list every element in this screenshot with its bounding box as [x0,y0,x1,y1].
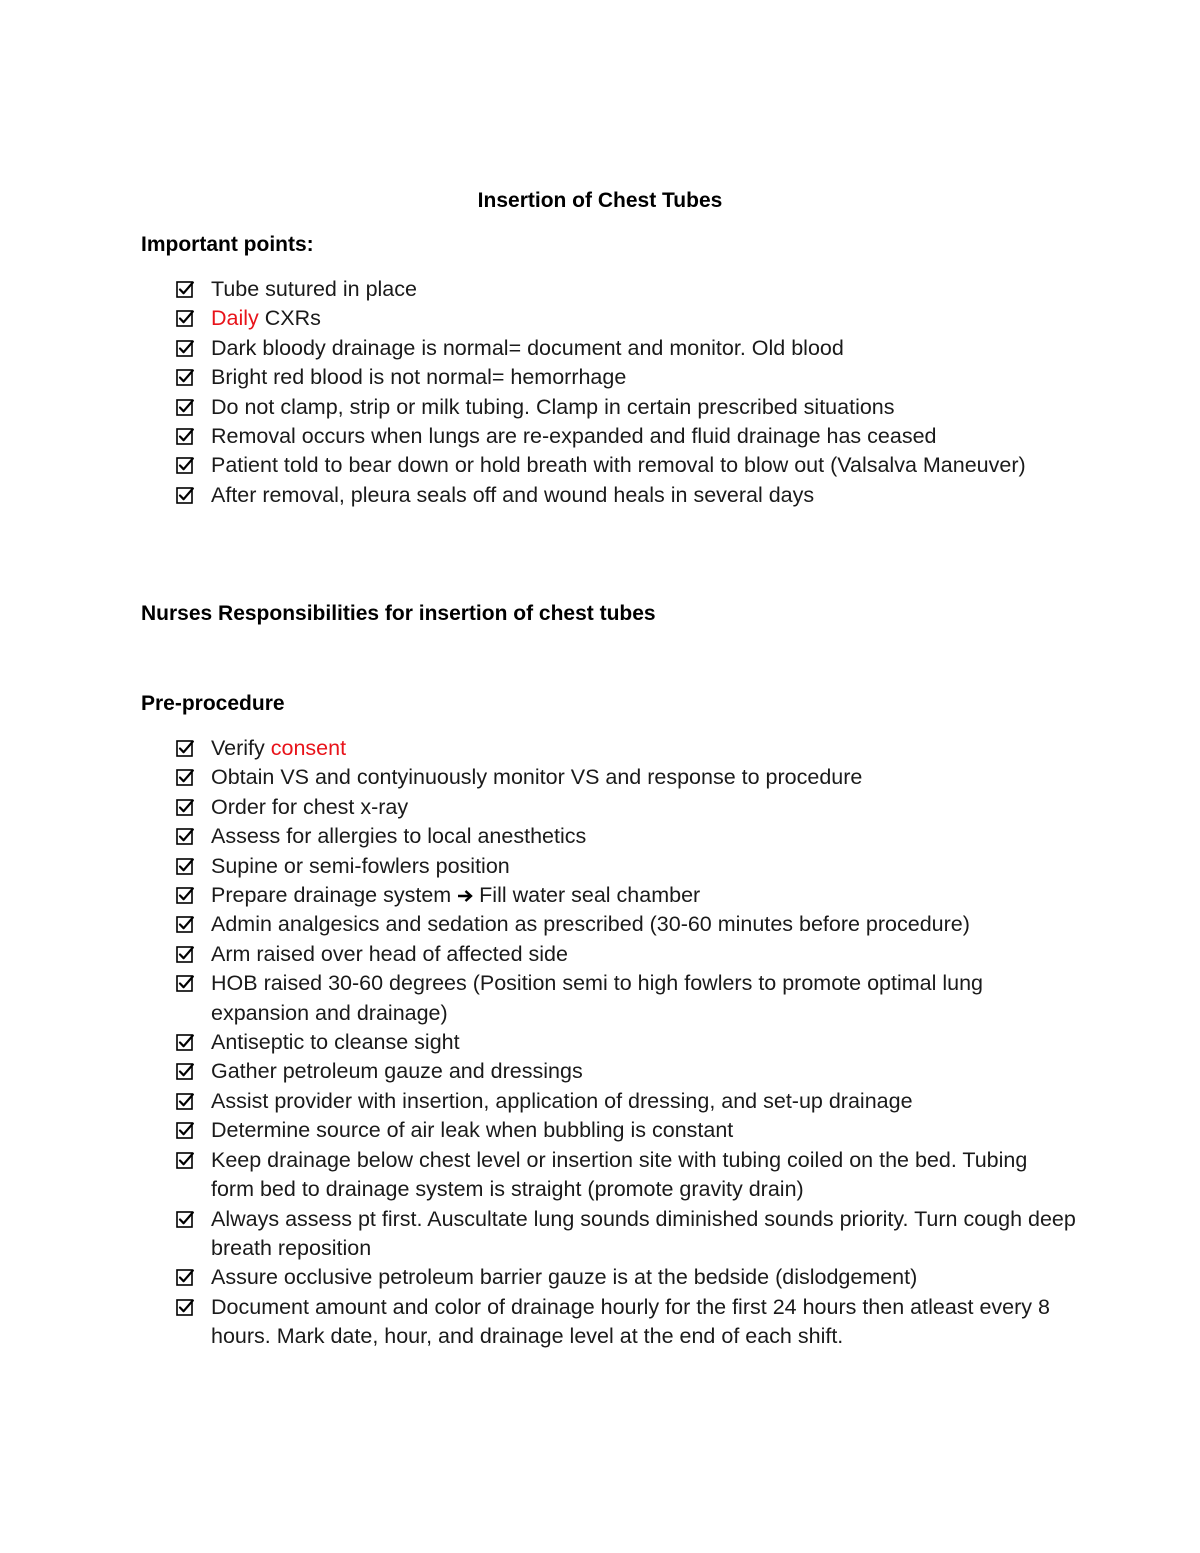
checkbox-checked-icon [176,916,194,934]
checklist-item [176,1263,1076,1292]
checklist-item [176,940,1076,969]
checkbox-checked-icon [176,487,194,505]
checkbox-checked-icon [176,769,194,787]
checklist-item [176,1087,1076,1116]
checkbox-checked-icon [176,740,194,758]
checklist-item [176,1293,1076,1352]
checklist-item [176,852,1076,881]
checkbox-checked-icon [176,1269,194,1287]
item-text: Antiseptic to cleanse sight [211,1030,460,1055]
checkbox-checked-icon [176,975,194,993]
checkbox-checked-icon [176,887,194,905]
checklist-item [176,451,1076,480]
item-text: Arm raised over head of affected side [211,941,568,966]
pre-procedure-heading: Pre-procedure [141,692,285,715]
checklist-item [176,304,1076,333]
checkbox-checked-icon [176,340,194,358]
checklist-item [176,969,1076,1028]
checklist-item [176,1028,1076,1057]
nurses-responsibilities-heading: Nurses Responsibilities for insertion of chest tubes [141,602,656,625]
item-text: Fill water seal chamber [473,883,701,908]
item-text: Obtain VS and contyinuously monitor VS and response to procedure [211,765,863,790]
item-text: Assist provider with insertion, application of dressing, and set-up drainage [211,1088,913,1113]
item-text: Verify [211,736,271,760]
item-text: After removal, pleura seals off and wound heals in several days [211,482,815,507]
item-text: CXRs [258,306,321,331]
checklist-item [176,793,1076,822]
checklist-item [176,334,1076,363]
checklist-item [176,1116,1076,1145]
checkbox-checked-icon [176,281,194,299]
item-text: Prepare drainage system [211,883,458,908]
checkbox-checked-icon [176,1063,194,1081]
checkbox-checked-icon [176,1211,194,1229]
item-text: Dark bloody drainage is normal= document and monitor. Old blood [211,335,844,360]
checkbox-checked-icon [176,799,194,817]
important-points-list [176,275,1076,510]
checklist-item [176,910,1076,939]
checkbox-checked-icon [176,1034,194,1052]
checkbox-checked-icon [176,946,194,964]
checklist-item [176,481,1076,510]
checklist-item [176,881,1076,910]
item-text: Removal occurs when lungs are re-expanded and fluid drainage has ceased [211,424,937,449]
checklist-item [176,1057,1076,1086]
emphasis-text: consent [270,736,347,760]
item-text: Always assess pt first. Auscultate lung sounds diminished sounds priority. Turn cough deep breath reposition [211,1206,1076,1260]
item-text: Supine or semi-fowlers position [211,853,510,878]
emphasis-text: Daily [211,306,259,331]
checklist-item [176,275,1076,304]
item-text: Tube sutured in place [211,277,417,301]
item-text: HOB raised 30-60 degrees (Position semi to high fowlers to promote optimal lung expansion and drainage) [211,971,983,1025]
item-text: Determine source of air leak when bubbling is constant [211,1118,734,1143]
pre-procedure-list [176,734,1076,1352]
important-points-heading: Important points: [141,233,314,256]
item-text: Do not clamp, strip or milk tubing. Clamp in certain prescribed situations [211,394,895,419]
right-arrow-icon [457,882,473,896]
checklist-item [176,363,1076,392]
checklist-item [176,393,1076,422]
item-text: Patient told to bear down or hold breath with removal to blow out (Valsalva Maneuver) [211,453,1026,478]
item-text: Keep drainage below chest level or insertion site with tubing coiled on the bed. Tubing form bed to drainage system is straight (promote gravity drain) [211,1147,1028,1202]
checkbox-checked-icon [176,457,194,475]
item-text: Document amount and color of drainage hourly for the first 24 hours then atleast every 8 hours. Mark date, hour, and drainage level at the end of each shift. [211,1294,1050,1349]
checkbox-checked-icon [176,858,194,876]
checklist-item [176,822,1076,851]
checkbox-checked-icon [176,1122,194,1140]
item-text: Assess for allergies to local anesthetics [211,824,587,849]
item-text: Bright red blood is not normal= hemorrhage [211,365,627,390]
checkbox-checked-icon [176,428,194,446]
checklist-item [176,734,1076,763]
checkbox-checked-icon [176,1093,194,1111]
checkbox-checked-icon [176,1299,194,1317]
checkbox-checked-icon [176,399,194,417]
checkbox-checked-icon [176,1152,194,1170]
item-text: Assure occlusive petroleum barrier gauze is at the bedside (dislodgement) [211,1265,918,1290]
checkbox-checked-icon [176,828,194,846]
item-text: Admin analgesics and sedation as prescribed (30-60 minutes before procedure) [211,912,970,937]
checkbox-checked-icon [176,310,194,328]
checklist-item [176,1146,1076,1205]
checklist-item [176,1205,1076,1264]
document-title: Insertion of Chest Tubes [477,189,723,212]
checklist-item [176,763,1076,792]
checklist-item [176,422,1076,451]
item-text: Gather petroleum gauze and dressings [211,1059,583,1084]
item-text: Order for chest x-ray [211,794,409,819]
checkbox-checked-icon [176,369,194,387]
